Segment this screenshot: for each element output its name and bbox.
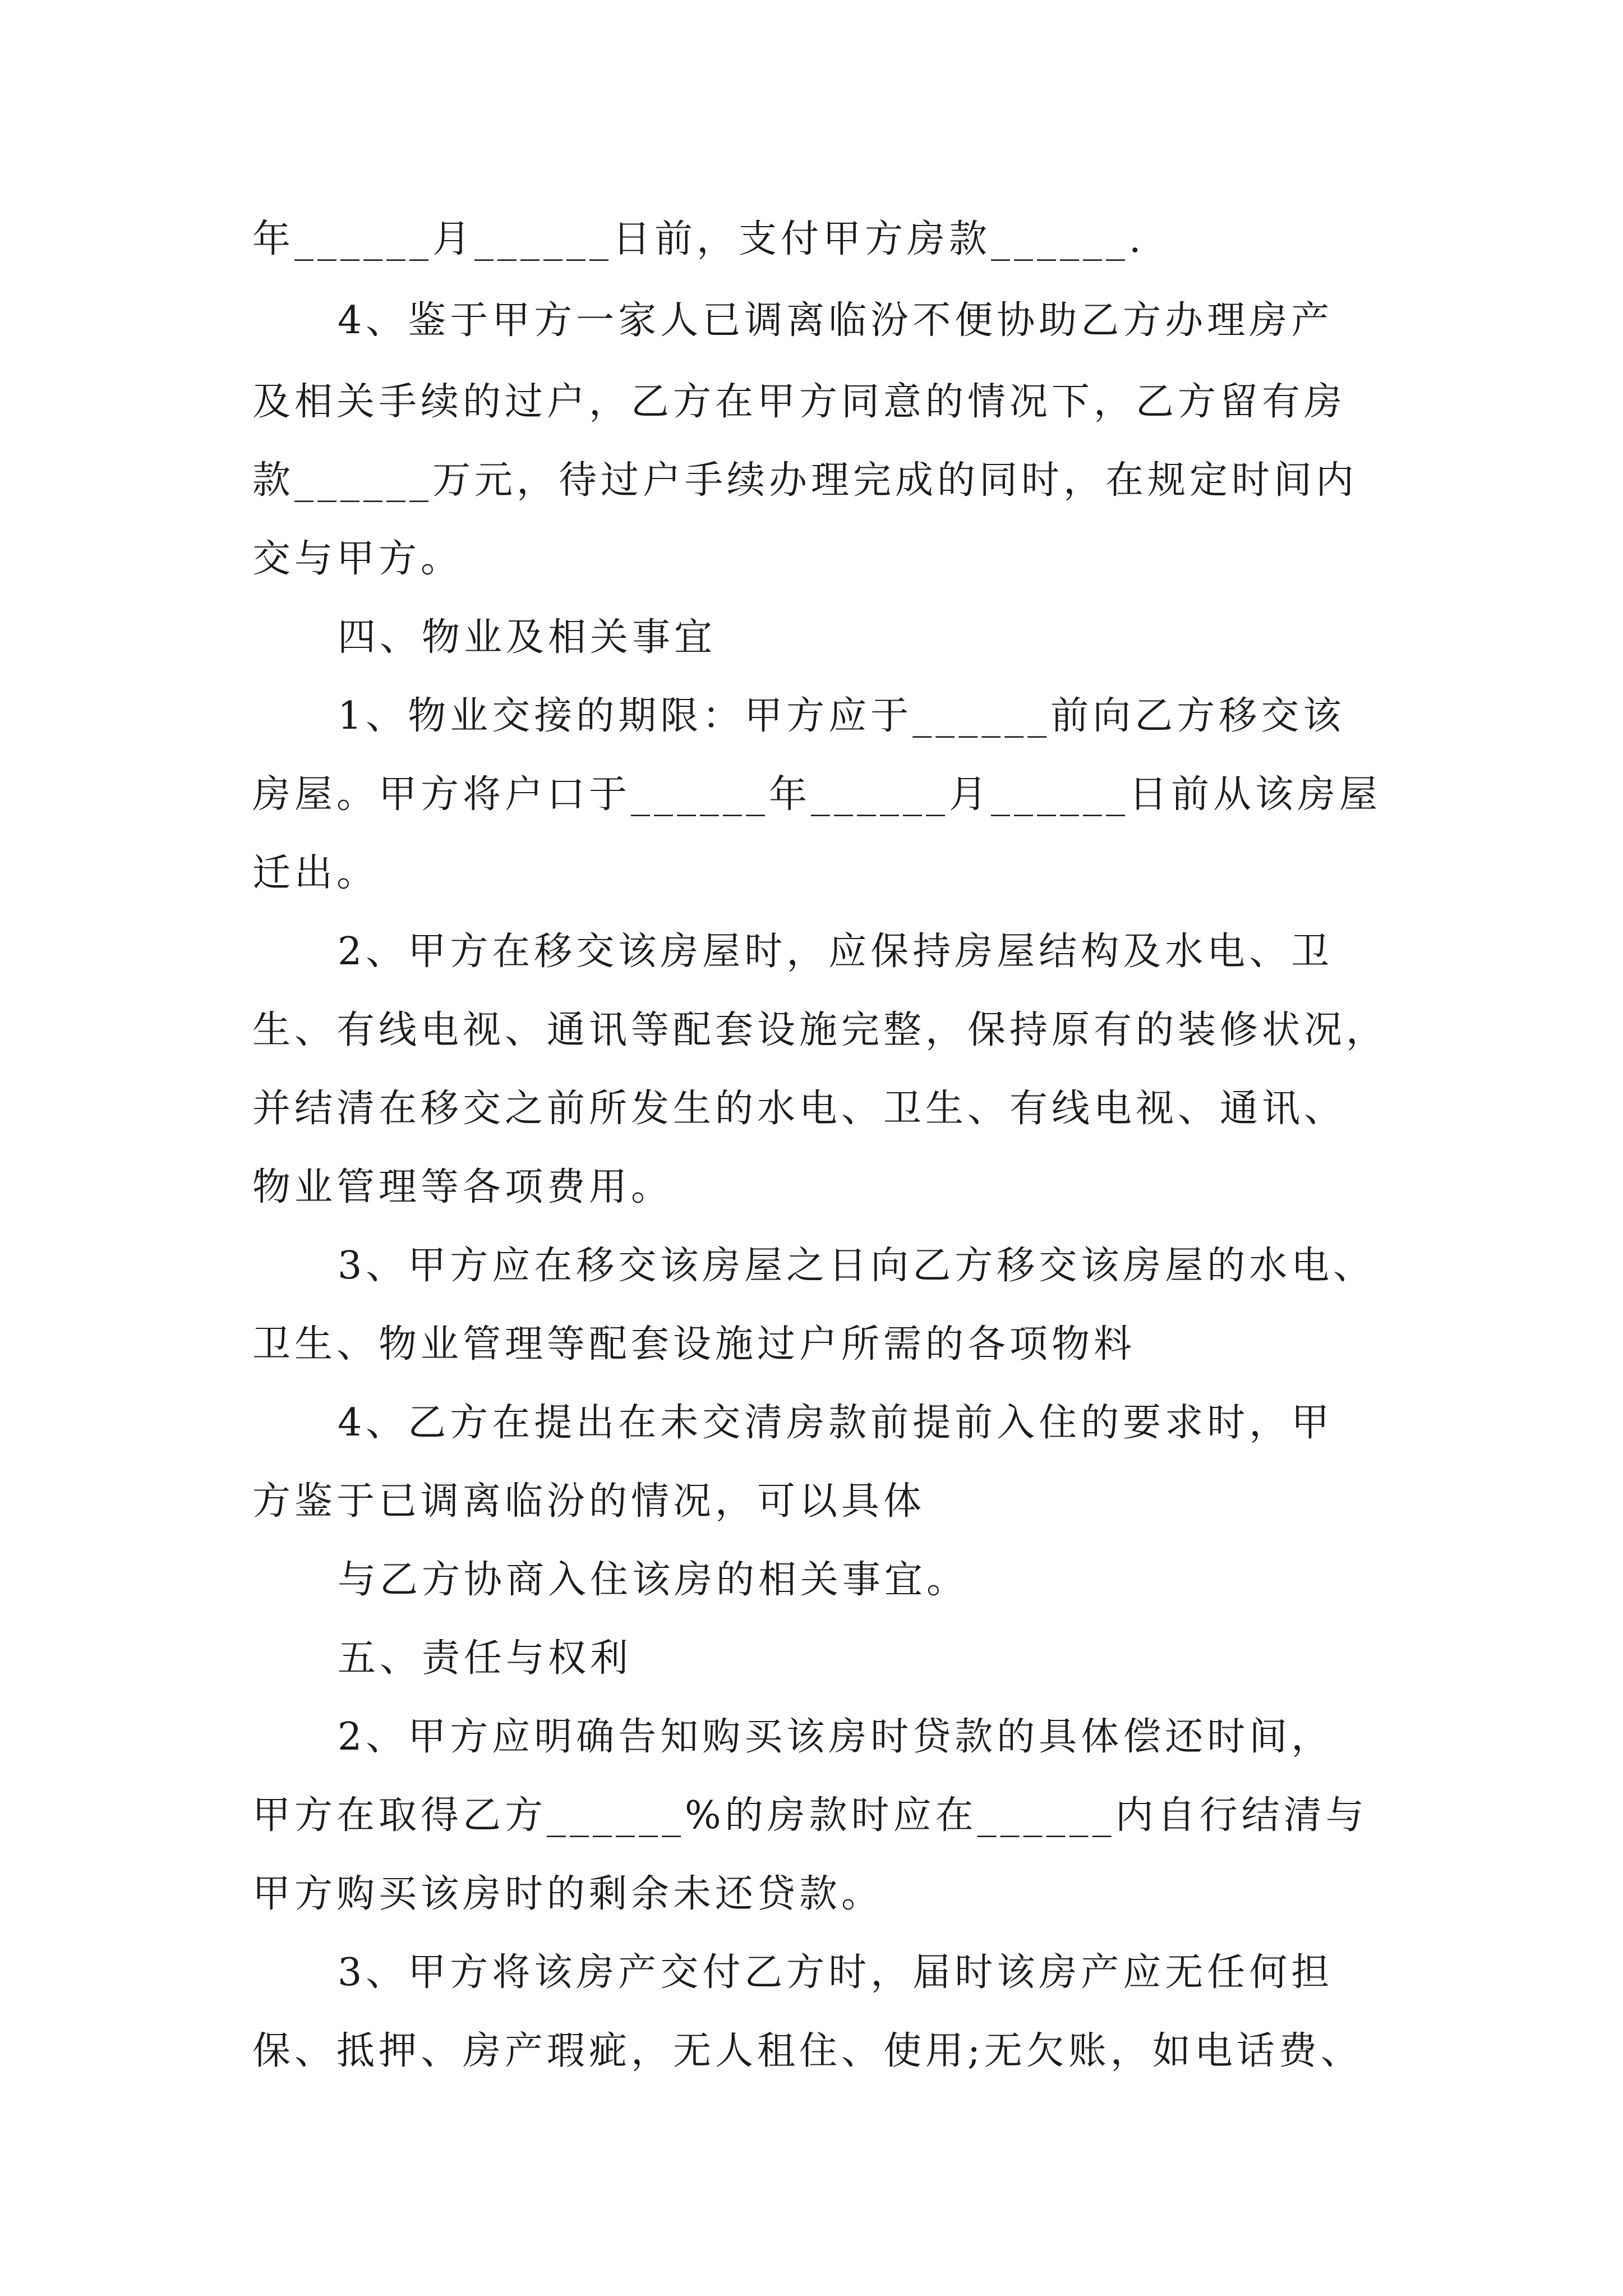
text-line-13: 物业管理等各项费用。 — [252, 1165, 674, 1209]
text-line-20: 2、甲方应明确告知购买该房时贷款的具体偿还时间， — [338, 1715, 1334, 1759]
text-line-12: 并结清在移交之前所发生的水电、卫生、有线电视、通讯、 — [252, 1087, 1347, 1131]
section-heading-5: 五、责任与权利 — [338, 1636, 633, 1681]
text-line-1: 年______月______日前，支付甲方房款______. — [252, 217, 1145, 261]
text-line-24: 保、抵押、房产瑕疵，无人租住、使用;无欠账，如电话费、 — [252, 2029, 1363, 2073]
text-line-22: 甲方购买该房时的剩余未还贷款。 — [252, 1872, 884, 1916]
text-line-5: 交与甲方。 — [252, 537, 463, 581]
text-line-11: 生、有线电视、通讯等配套设施完整，保持原有的装修状况， — [252, 1008, 1389, 1052]
text-line-7: 1、物业交接的期限：甲方应于______前向乙方移交该 — [338, 694, 1345, 738]
section-heading-4: 四、物业及相关事宜 — [338, 615, 717, 660]
text-line-16: 4、乙方在提出在未交清房款前提前入住的要求时，甲 — [338, 1401, 1334, 1445]
text-line-14: 3、甲方应在移交该房屋之日向乙方移交该房屋的水电、 — [338, 1244, 1376, 1288]
text-line-17: 方鉴于已调离临汾的情况，可以具体 — [252, 1479, 926, 1524]
text-line-15: 卫生、物业管理等配套设施过户所需的各项物料 — [252, 1322, 1136, 1366]
text-line-9: 迁出。 — [252, 851, 379, 895]
text-line-4: 款______万元，待过户手续办理完成的同时，在规定时间内 — [252, 458, 1358, 503]
text-line-2: 4、鉴于甲方一家人已调离临汾不便协助乙方办理房产 — [338, 298, 1334, 343]
text-line-3: 及相关手续的过户，乙方在甲方同意的情况下，乙方留有房 — [252, 380, 1347, 424]
text-line-10: 2、甲方在移交该房屋时，应保持房屋结构及水电、卫 — [338, 930, 1334, 974]
text-line-8: 房屋。甲方将户口于______年______月______日前从该房屋 — [252, 772, 1382, 817]
text-line-21: 甲方在取得乙方______%的房款时应在______内自行结清与 — [252, 1793, 1368, 1838]
text-line-23: 3、甲方将该房产交付乙方时，届时该房产应无任何担 — [338, 1950, 1334, 1995]
text-line-18: 与乙方协商入住该房的相关事宜。 — [338, 1558, 969, 1602]
